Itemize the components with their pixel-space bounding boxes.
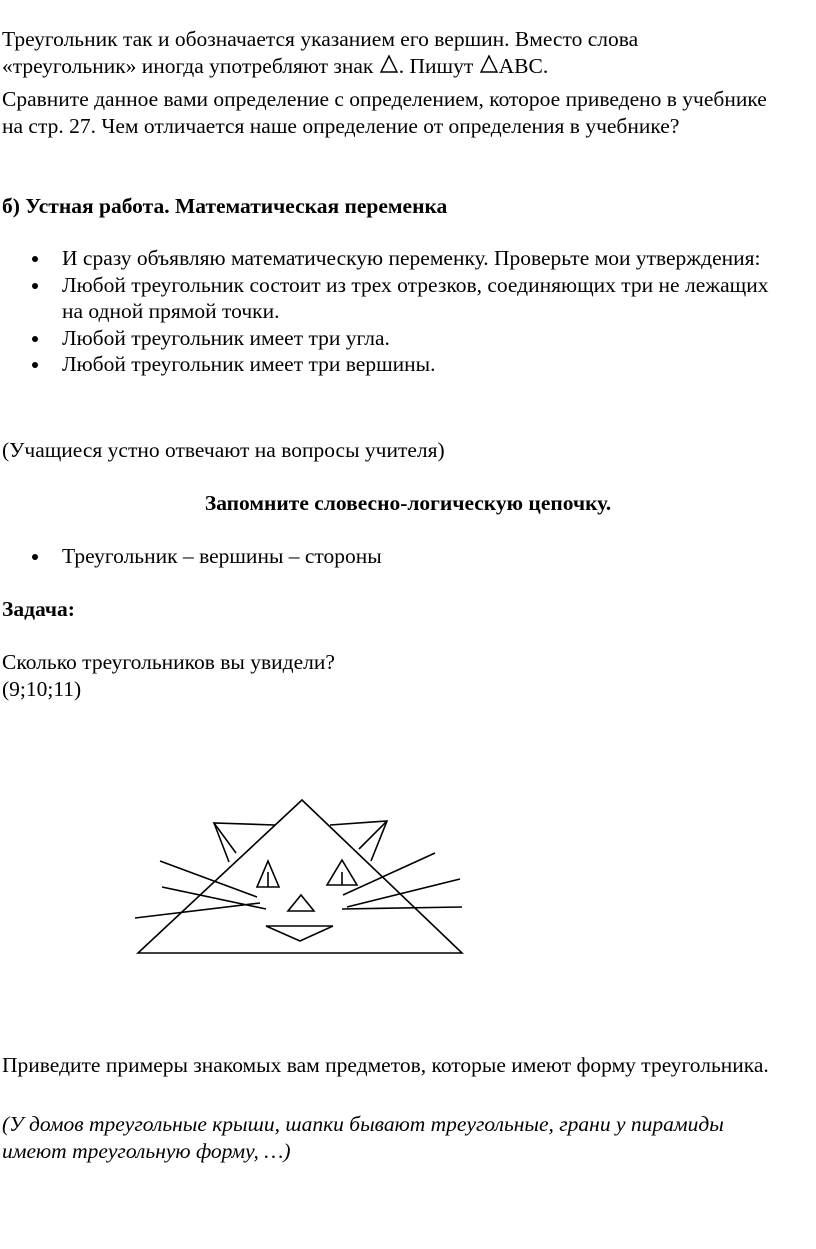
- chain-list: [0, 543, 790, 570]
- list-item: Любой треугольник имеет три угла.: [0, 325, 790, 352]
- task-question: Сколько треугольников вы увидели?: [2, 650, 335, 674]
- whisker: [342, 907, 462, 909]
- cat-triangles-figure: [130, 795, 470, 960]
- intro-line-1: [2, 26, 802, 53]
- intro-line-2-part-b: . Пишут: [398, 54, 474, 78]
- head-triangle: [138, 800, 462, 953]
- bullet-dot: [32, 256, 38, 262]
- list-item: И сразу объявляю математическую переменку. Проверьте мои утверждения:: [0, 245, 790, 272]
- examples-question: Приведите примеры знакомых вам предметов, которые имеют форму треугольника.: [2, 1053, 769, 1077]
- intro-line-2: [2, 53, 802, 80]
- left-ear-line: [214, 823, 229, 862]
- intro-line-1-text: Треугольник так и обозначается указанием его вершин. Вместо слова: [2, 27, 639, 51]
- bullet-dot: [32, 362, 38, 368]
- bullet-dot: [32, 336, 38, 342]
- nose: [288, 895, 314, 911]
- intro-line-2-part-a: «треугольник» иногда употребляют знак: [2, 54, 374, 78]
- intro-line-2-part-c: АВС.: [498, 54, 549, 78]
- task-heading: Задача:: [2, 597, 75, 621]
- oral-work-list: [0, 245, 790, 378]
- examples-answer: (У домов треугольные крыши, шапки бывают треугольные, грани у пирамиды имеют треугольную форму, …): [2, 1112, 724, 1163]
- triangle-sign-icon: [379, 54, 399, 74]
- oral-work-heading: б) Устная работа. Математическая переменка: [2, 194, 448, 218]
- triangle-sign-icon: [479, 54, 499, 74]
- whisker: [347, 879, 460, 907]
- list-item: Любой треугольник имеет три вершины.: [0, 351, 790, 378]
- whisker: [135, 903, 260, 918]
- list-item: Треугольник – вершины – стороны: [0, 543, 790, 570]
- bullet-dot: [32, 283, 38, 289]
- mouth: [266, 926, 333, 941]
- intro-paragraph-2: Сравните данное вами определение с определением, которое приведено в учебнике на стр. 27. Чем отличается наше определение от определения в учебнике?: [2, 87, 767, 138]
- whisker: [162, 887, 266, 909]
- bullet-dot: [32, 554, 38, 560]
- whisker: [160, 861, 257, 897]
- right-ear-line: [359, 821, 387, 849]
- chain-heading: Запомните словесно-логическую цепочку.: [204, 491, 612, 515]
- list-item: Любой треугольник состоит из трех отрезков, соединяющих три не лежащих на одной прямой точки.: [0, 272, 790, 325]
- task-options: (9;10;11): [2, 677, 82, 701]
- oral-work-note: (Учащиеся устно отвечают на вопросы учителя): [2, 438, 445, 462]
